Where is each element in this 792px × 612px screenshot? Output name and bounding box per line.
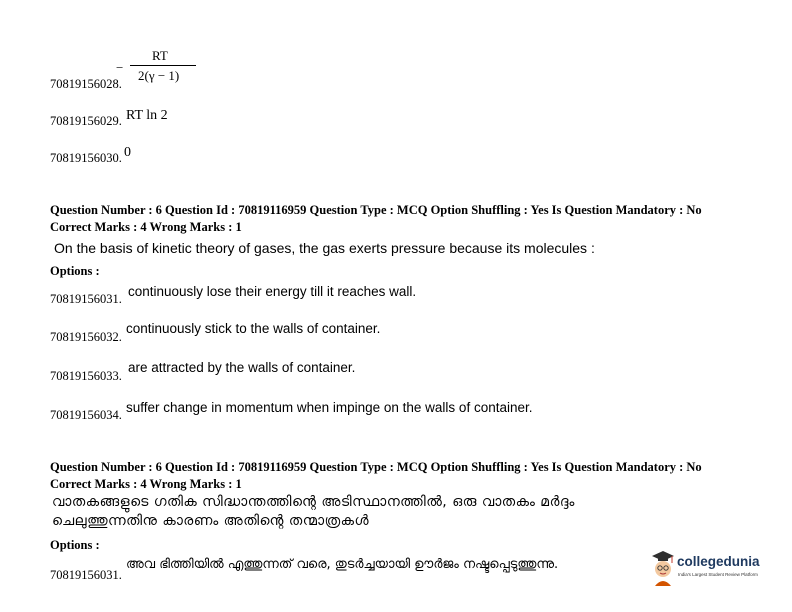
- fraction-sign: −: [116, 60, 124, 75]
- question-marks: Correct Marks : 4 Wrong Marks : 1: [50, 477, 242, 491]
- option-text: അവ ഭിത്തിയിൽ എത്തുന്നത് വരെ, തുടർച്ചയായി ഊർജം നഷ്ടപ്പെടുത്തുന്നു.: [126, 557, 559, 572]
- option-id: 70819156031.: [50, 568, 122, 582]
- fraction-numerator: RT: [152, 48, 168, 63]
- question-header: Question Number : 6 Question Id : 70819116959 Question Type : MCQ Option Shuffling : Yes Is Question Mandatory : No: [50, 460, 702, 474]
- option-id: 70819156029.: [50, 114, 122, 128]
- option-text: RT ln 2: [126, 108, 168, 123]
- logo-wordmark: collegedunia: [677, 554, 760, 569]
- option-text: suffer change in momentum when impinge on the walls of container.: [126, 400, 533, 415]
- fraction-option-028: [116, 48, 196, 88]
- question-marks: Correct Marks : 4 Wrong Marks : 1: [50, 220, 242, 234]
- option-id: 70819156028.: [50, 77, 122, 91]
- fraction-denominator: 2(γ − 1): [138, 68, 180, 83]
- logo-tagline: India's Largest Student Review Platform: [678, 572, 758, 577]
- fraction-bar: [130, 65, 196, 66]
- option-id: 70819156034.: [50, 408, 122, 422]
- question-text-line2: ചെലുത്തുന്നതിനു കാരണം അതിന്റെ തന്മാത്രകൾ: [52, 513, 370, 529]
- options-label: Options :: [50, 264, 100, 278]
- options-label: Options :: [50, 538, 100, 552]
- option-id: 70819156033.: [50, 369, 122, 383]
- question-text: On the basis of kinetic theory of gases, the gas exerts pressure because its molecules :: [54, 240, 595, 256]
- option-id: 70819156031.: [50, 292, 122, 306]
- question-header: Question Number : 6 Question Id : 70819116959 Question Type : MCQ Option Shuffling : Yes Is Question Mandatory : No: [50, 203, 702, 217]
- collegedunia-logo: [650, 548, 760, 588]
- question-text-line1: വാതകങ്ങളുടെ ഗതിക സിദ്ധാന്തത്തിന്റെ അടിസ്ഥാനത്തിൽ, ഒരു വാതകം മർദ്ദം: [52, 494, 575, 510]
- option-text: 0: [124, 145, 131, 160]
- option-id: 70819156030.: [50, 151, 122, 165]
- option-text: continuously lose their energy till it reaches wall.: [128, 284, 417, 299]
- option-text: are attracted by the walls of container.: [128, 360, 356, 375]
- option-id: 70819156032.: [50, 330, 122, 344]
- option-text: continuously stick to the walls of container.: [126, 321, 381, 336]
